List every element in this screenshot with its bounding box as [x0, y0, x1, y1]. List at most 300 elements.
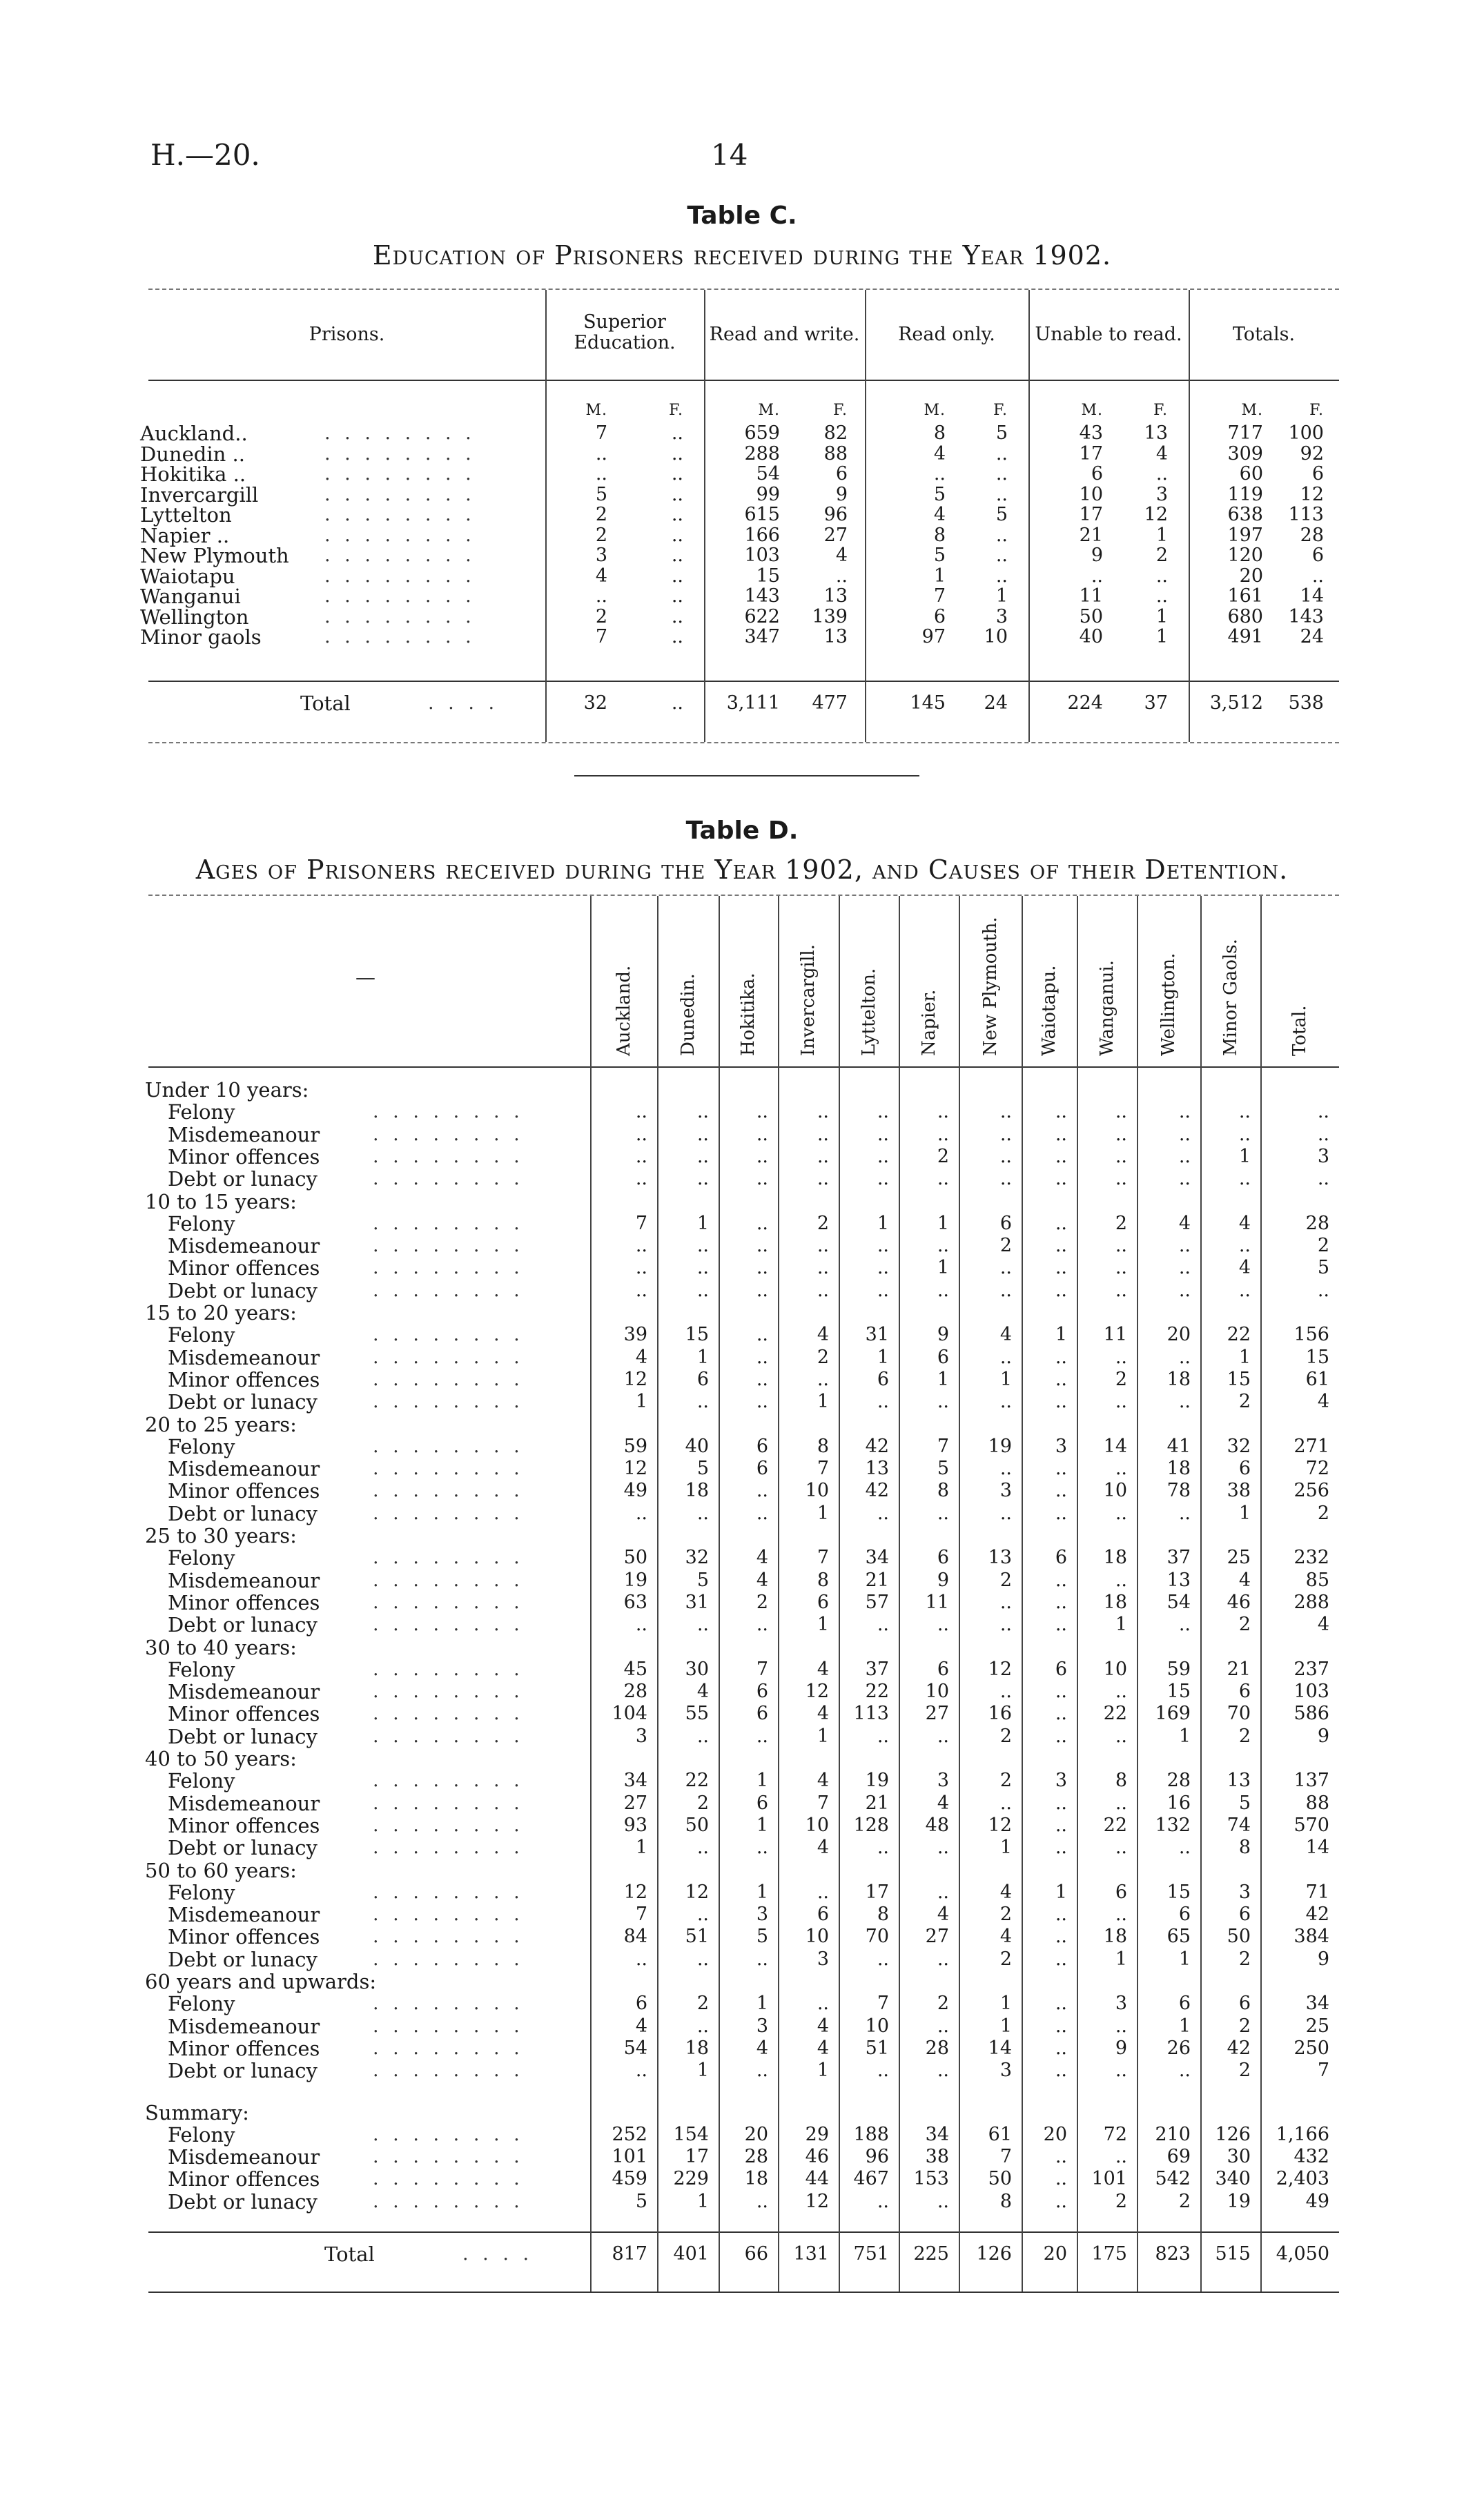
table-d-cell: 16: [988, 1703, 1012, 1725]
leader-dots: . . . . . . . .: [373, 1614, 524, 1636]
table-d-cell: ..: [877, 1145, 889, 1167]
cause-label: Felony: [168, 2122, 235, 2147]
table-d-cell: ..: [999, 1591, 1012, 1613]
table-d-cell: 3: [999, 2060, 1012, 2082]
table-d-cell: 2: [1115, 2190, 1127, 2212]
table-d-cell: 48: [925, 1814, 949, 1836]
table-d-cell: ..: [877, 1391, 889, 1413]
table-c-cell: 491: [1227, 626, 1263, 647]
table-d-cell: ..: [1055, 1725, 1067, 1747]
leader-dots: . . . . . . . .: [373, 1435, 524, 1457]
table-d-cell: 70: [865, 1926, 889, 1948]
table-d-cell: ..: [756, 1279, 768, 1301]
table-d-cell: ..: [1317, 1101, 1329, 1123]
table-c-cell: ..: [835, 565, 848, 587]
table-d-cell: ..: [1055, 1168, 1067, 1190]
table-d-cell: 2: [1238, 1391, 1251, 1413]
leader-dots: . . . . . . . .: [373, 1703, 524, 1725]
cause-label: Debt or lunacy: [168, 2189, 318, 2214]
table-d-cell: ..: [696, 1101, 709, 1123]
table-c-cell: 166: [744, 524, 780, 546]
table-d-cell: ..: [756, 1725, 768, 1747]
cause-label: Misdemeanour: [168, 1122, 320, 1146]
table-c-cell: 9: [835, 483, 848, 505]
leader-dots: . . . . . . . .: [324, 463, 476, 485]
table-d-cell: 132: [1155, 1814, 1191, 1836]
table-d-cell: ..: [937, 2190, 949, 2212]
leader-dots: . . . . . . . .: [373, 1346, 524, 1368]
table-d-cell: 4: [999, 1881, 1012, 1903]
table-d-cell: ..: [696, 2015, 709, 2037]
table-c-total-cell: 224: [1067, 692, 1103, 714]
table-d-cell: 12: [623, 1881, 647, 1903]
table-d-cell: ..: [1178, 1837, 1191, 1859]
table-c-cell: ..: [1155, 463, 1168, 485]
table-d-cell: 104: [612, 1703, 647, 1725]
leader-dots: . . . . . . . .: [373, 1480, 524, 1502]
table-d-cell: 84: [623, 1926, 647, 1948]
table-d-cell: ..: [999, 1346, 1012, 1368]
table-d-cell: ..: [1055, 2190, 1067, 2212]
cause-label: Debt or lunacy: [168, 1501, 318, 1525]
table-d-cell: ..: [1178, 2060, 1191, 2082]
table-d-cell: 1: [1115, 1614, 1127, 1636]
table-d-cell: 1: [696, 2060, 709, 2082]
table-d-cell: ..: [1115, 2060, 1127, 2082]
table-d-cell: 28: [925, 2037, 949, 2059]
table-d-cell: 2: [817, 1346, 829, 1368]
table-d-cell: ..: [937, 1168, 949, 1190]
table-d-cell: 44: [805, 2168, 829, 2190]
table-d-total-cell: 515: [1215, 2243, 1251, 2265]
table-d-cell: 39: [623, 1324, 647, 1346]
table-d-cell: ..: [756, 1235, 768, 1257]
table-d-cell: 13: [865, 1458, 889, 1480]
table-d-cell: 6: [756, 1458, 768, 1480]
table-d-cell: 17: [865, 1881, 889, 1903]
table-d-cell: 8: [999, 2190, 1012, 2212]
table-d-cell: 25: [1305, 2015, 1329, 2037]
table-d-cell: 6: [1238, 1904, 1251, 1926]
table-d-cell: 96: [865, 2146, 889, 2168]
leader-dots: . . . . . . . .: [373, 1904, 524, 1926]
table-d-cell: 2: [937, 1993, 949, 2015]
table-d-cell: 28: [744, 2146, 768, 2168]
table-d-cell: 5: [756, 1926, 768, 1948]
table-d-total-cell: 66: [744, 2243, 768, 2265]
table-d-cell: 3: [1238, 1881, 1251, 1903]
table-c-cell: 5: [595, 483, 607, 505]
summary-heading: Summary:: [145, 2100, 249, 2124]
table-d-cell: 12: [805, 1681, 829, 1703]
read-write-header: Read and write.: [709, 324, 860, 345]
leader-dots: . . . .: [428, 692, 499, 714]
table-c-cell: 12: [1144, 504, 1168, 525]
leader-dots: . . . . . . . .: [373, 2015, 524, 2037]
table-d-cell: 71: [1305, 1881, 1329, 1903]
table-d-cell: 15: [1227, 1368, 1251, 1390]
table-d-cell: 5: [635, 2190, 647, 2212]
leader-dots: . . . . . . . .: [373, 1458, 524, 1480]
table-d-cell: 7: [635, 1904, 647, 1926]
prison-name: Waiotapu: [140, 564, 235, 588]
cause-label: Felony: [168, 1323, 235, 1347]
table-d-cell: 46: [805, 2146, 829, 2168]
table-d-cell: 2: [1238, 2015, 1251, 2037]
table-d-cell: ..: [877, 1948, 889, 1970]
leader-dots: . . . . . . . .: [324, 524, 476, 546]
table-d-cell: 137: [1293, 1770, 1329, 1792]
unable-to-read-header: Unable to read.: [1035, 324, 1182, 345]
table-c-cell: ..: [1311, 565, 1324, 587]
leader-dots: . . . . . . . .: [373, 1881, 524, 1903]
table-c-top-rule: [148, 289, 1339, 290]
table-d-cell: 28: [1305, 1212, 1329, 1234]
table-d-cell: 8: [817, 1569, 829, 1591]
leader-dots: . . . . . . . .: [373, 2123, 524, 2145]
table-d-cell: ..: [1317, 1123, 1329, 1145]
table-d-total-cell: 4,050: [1276, 2243, 1329, 2265]
table-c-cell: 6: [1091, 463, 1103, 485]
table-d-cell: 2: [1178, 2190, 1191, 2212]
table-d-cell: 55: [685, 1703, 709, 1725]
leader-dots: . . . . . . . .: [373, 1212, 524, 1234]
table-d-cell: ..: [1238, 1235, 1251, 1257]
table-d-cell: 65: [1166, 1926, 1191, 1948]
table-d-cell: 72: [1305, 1458, 1329, 1480]
table-c-cell: ..: [595, 442, 607, 465]
table-d-cell: 22: [1227, 1324, 1251, 1346]
prison-name: Lyttelton: [140, 503, 232, 527]
table-c-cell: 99: [756, 483, 780, 505]
table-d-cell: 6: [635, 1993, 647, 2015]
table-c-cell: ..: [995, 545, 1008, 566]
age-group-heading: Under 10 years:: [145, 1078, 309, 1102]
table-c-cell: 43: [1079, 422, 1103, 444]
table-d-cell: ..: [696, 1904, 709, 1926]
cause-label: Misdemeanour: [168, 2014, 320, 2038]
table-d-cell: 4: [817, 1837, 829, 1859]
table-d-cell: 74: [1227, 1814, 1251, 1836]
table-c-cell: 5: [933, 483, 946, 505]
table-d-cell: 1: [1238, 1145, 1251, 1167]
table-d-cell: ..: [937, 1502, 949, 1524]
table-d-cell: ..: [999, 1257, 1012, 1279]
leader-dots: . . . . . . . .: [373, 1101, 524, 1123]
leader-dots: . . . . . . . .: [324, 605, 476, 627]
table-d-cell: 7: [817, 1547, 829, 1569]
table-d-cell: 384: [1293, 1926, 1329, 1948]
cause-label: Felony: [168, 1546, 235, 1570]
prison-name: Minor gaols: [140, 625, 262, 649]
table-d-cell: 11: [1103, 1324, 1127, 1346]
table-d-cell: 2: [999, 1904, 1012, 1926]
table-d-cell: ..: [1115, 1569, 1127, 1591]
table-d-cell: 10: [805, 1926, 829, 1948]
table-d-cell: 3: [756, 2015, 768, 2037]
table-d-cell: 7: [1317, 2060, 1329, 2082]
table-d-cell: ..: [756, 1123, 768, 1145]
table-d-cell: 8: [937, 1480, 949, 1502]
table-d-cell: 50: [623, 1547, 647, 1569]
table-d-cell: 237: [1293, 1658, 1329, 1680]
table-c-cell: 638: [1227, 504, 1263, 525]
mf-label: M.: [924, 402, 946, 419]
table-c-cell: ..: [595, 585, 607, 607]
table-c-cell: ..: [995, 483, 1008, 505]
table-c-cell: 2: [595, 524, 607, 546]
table-c-cell: 139: [812, 605, 848, 627]
table-d-cell: ..: [756, 1502, 768, 1524]
column-heading: New Plymouth.: [979, 917, 1001, 1056]
table-d-cell: 45: [623, 1658, 647, 1680]
table-d-cell: 27: [925, 1703, 949, 1725]
table-d-cell: 12: [988, 1658, 1012, 1680]
table-c-cell: 6: [1311, 463, 1324, 485]
table-d-cell: 10: [865, 2015, 889, 2037]
column-heading: Lyttelton.: [858, 968, 879, 1056]
table-d-cell: ..: [1115, 1391, 1127, 1413]
table-c-cell: 680: [1227, 605, 1263, 627]
table-d-cell: ..: [1115, 1101, 1127, 1123]
table-d-cell: 271: [1293, 1435, 1329, 1457]
age-group-heading: 30 to 40 years:: [145, 1635, 297, 1659]
table-d-cell: 4: [999, 1324, 1012, 1346]
table-d-cell: ..: [756, 1168, 768, 1190]
table-d-cell: 18: [1103, 1591, 1127, 1613]
table-c-cell: ..: [671, 483, 683, 505]
total-label: Total: [324, 2243, 375, 2266]
table-d-cell: ..: [756, 1368, 768, 1390]
table-c-cell: 4: [595, 565, 607, 587]
table-d-cell: ..: [1115, 1145, 1127, 1167]
table-d-cell: ..: [1055, 2060, 1067, 2082]
leader-dots: . . . . . . . .: [324, 585, 476, 607]
table-d-cell: 2: [1115, 1212, 1127, 1234]
cause-label: Debt or lunacy: [168, 1278, 318, 1302]
table-d-cell: 1: [877, 1212, 889, 1234]
table-d-cell: ..: [635, 1279, 647, 1301]
table-d-cell: 126: [1215, 2123, 1251, 2145]
table-d-cell: 19: [623, 1569, 647, 1591]
table-d-cell: ..: [1055, 1458, 1067, 1480]
leader-dots: . . . . . . . .: [373, 1814, 524, 1836]
table-d-cell: 6: [877, 1368, 889, 1390]
table-c-cell: 119: [1227, 483, 1263, 505]
table-d-cell: 20: [744, 2123, 768, 2145]
table-d-cell: ..: [696, 1948, 709, 1970]
table-c-cell: 8: [933, 524, 946, 546]
table-d-cell: 18: [1166, 1458, 1191, 1480]
table-d-cell: ..: [696, 1257, 709, 1279]
table-d-cell: ..: [817, 1235, 829, 1257]
table-d-cell: 34: [925, 2123, 949, 2145]
table-d-cell: 34: [1305, 1993, 1329, 2015]
table-d-cell: 2: [1238, 1948, 1251, 1970]
table-d-cell: 2: [999, 1948, 1012, 1970]
prison-name: Napier ..: [140, 523, 230, 547]
table-d-cell: 7: [635, 1212, 647, 1234]
table-d-cell: ..: [1055, 1391, 1067, 1413]
read-only-header: Read only.: [898, 324, 995, 345]
table-d-cell: 6: [1178, 1993, 1191, 2015]
table-d-cell: 42: [865, 1480, 889, 1502]
table-c-cell: 17: [1079, 504, 1103, 525]
table-d-cell: 16: [1166, 1792, 1191, 1814]
table-c-cell: ..: [995, 565, 1008, 587]
table-d-cell: 4: [635, 1346, 647, 1368]
table-d-cell: ..: [756, 1391, 768, 1413]
mf-label: M.: [1081, 402, 1103, 419]
mf-label: F.: [833, 402, 848, 419]
table-d-cell: ..: [1055, 2037, 1067, 2059]
table-d-cell: 6: [937, 1547, 949, 1569]
table-d-cell: 12: [685, 1881, 709, 1903]
table-d-cell: 169: [1155, 1703, 1191, 1725]
table-d-cell: ..: [877, 1502, 889, 1524]
table-c-cell: 5: [933, 545, 946, 566]
table-d-cell: ..: [756, 1346, 768, 1368]
table-d-cell: ..: [1055, 1703, 1067, 1725]
table-d-cell: 18: [744, 2168, 768, 2190]
table-d-cell: 18: [1166, 1368, 1191, 1390]
table-d-cell: 93: [623, 1814, 647, 1836]
leader-dots: . . . . . . . .: [373, 1547, 524, 1569]
table-d-cell: 4: [1178, 1212, 1191, 1234]
leader-dots: . . . . . . . .: [373, 1792, 524, 1814]
table-d-cell: ..: [635, 1614, 647, 1636]
table-d-cell: ..: [696, 1145, 709, 1167]
table-d-cell: ..: [635, 1101, 647, 1123]
table-d-cell: ..: [877, 2190, 889, 2212]
table-d-cell: 2: [937, 1145, 949, 1167]
table-c-cell: 96: [823, 504, 848, 525]
table-d-cell: 34: [865, 1547, 889, 1569]
table-d-cell: 13: [988, 1547, 1012, 1569]
table-c-cell: 27: [823, 524, 848, 546]
table-c-title: Table C.: [687, 202, 797, 230]
table-d-cell: ..: [635, 1948, 647, 1970]
table-d-cell: 50: [685, 1814, 709, 1836]
table-d-cell: 41: [1166, 1435, 1191, 1457]
table-d-cell: 72: [1103, 2123, 1127, 2145]
table-d-cell: 88: [1305, 1792, 1329, 1814]
table-d-cell: ..: [877, 1725, 889, 1747]
cause-label: Misdemeanour: [168, 1234, 320, 1258]
prisons-header: Prisons.: [309, 324, 385, 345]
table-c-total-cell: 3,512: [1209, 692, 1263, 714]
table-d-cell: ..: [877, 2060, 889, 2082]
prison-name: Dunedin ..: [140, 442, 245, 466]
table-d-cell: 6: [817, 1591, 829, 1613]
table-d-cell: 40: [685, 1435, 709, 1457]
table-d-cell: ..: [1055, 1480, 1067, 1502]
table-d-cell: 32: [685, 1547, 709, 1569]
table-d-cell: 1: [696, 1346, 709, 1368]
table-d-cell: ..: [756, 1324, 768, 1346]
table-d-cell: ..: [1115, 1123, 1127, 1145]
age-group-heading: 50 to 60 years:: [145, 1858, 297, 1882]
table-d-cell: 252: [612, 2123, 647, 2145]
table-d-cell: ..: [1055, 1145, 1067, 1167]
table-d-cell: 2: [999, 1725, 1012, 1747]
table-d-cell: 31: [865, 1324, 889, 1346]
table-d-cell: ..: [696, 1279, 709, 1301]
leader-dots: . . . . . . . .: [373, 2190, 524, 2212]
table-d-column-divider: [1260, 896, 1262, 2292]
table-d-cell: 18: [685, 2037, 709, 2059]
table-c-cell: ..: [671, 585, 683, 607]
table-d-cell: ..: [937, 1391, 949, 1413]
table-d-cell: 1: [1115, 1948, 1127, 1970]
table-d-cell: ..: [756, 1257, 768, 1279]
stub-dash: —: [355, 966, 375, 989]
age-group-heading: 25 to 30 years:: [145, 1524, 297, 1547]
table-c-cell: 4: [933, 442, 946, 465]
table-c-cell: 17: [1079, 442, 1103, 465]
cause-label: Misdemeanour: [168, 1791, 320, 1815]
column-heading: Waiotapu.: [1039, 965, 1060, 1056]
cause-label: Minor offences: [168, 1256, 320, 1280]
table-d-cell: ..: [1055, 1614, 1067, 1636]
table-d-cell: ..: [937, 2060, 949, 2082]
table-c-cell: ..: [671, 605, 683, 627]
table-d-cell: ..: [1055, 1279, 1067, 1301]
table-d-cell: 2: [817, 1212, 829, 1234]
table-d-cell: ..: [1317, 1168, 1329, 1190]
table-d-total-cell: 823: [1155, 2243, 1191, 2265]
table-d-cell: 27: [925, 1926, 949, 1948]
table-d-cell: ..: [937, 1235, 949, 1257]
table-d-cell: ..: [1055, 2168, 1067, 2190]
table-c-cell: 7: [933, 585, 946, 607]
leader-dots: . . . . . . . .: [373, 1145, 524, 1167]
table-d-cell: 26: [1166, 2037, 1191, 2059]
table-d-cell: 6: [756, 1703, 768, 1725]
table-d-cell: ..: [696, 1123, 709, 1145]
table-c-cell: 92: [1300, 442, 1324, 465]
table-d-cell: 50: [988, 2168, 1012, 2190]
table-d-cell: 4: [817, 1703, 829, 1725]
table-d-cell: ..: [817, 1145, 829, 1167]
table-d-cell: 232: [1293, 1547, 1329, 1569]
table-d-cell: 18: [685, 1480, 709, 1502]
leader-dots: . . . . . . . .: [373, 2037, 524, 2059]
table-d-cell: 3: [1055, 1435, 1067, 1457]
table-d-cell: 1: [1055, 1881, 1067, 1903]
table-d-cell: 210: [1155, 2123, 1191, 2145]
table-c-cell: 2: [595, 504, 607, 525]
table-d-cell: 4: [817, 1770, 829, 1792]
table-c-cell: 13: [1144, 422, 1168, 444]
table-d-cell: 19: [865, 1770, 889, 1792]
table-d-cell: 1: [1238, 1502, 1251, 1524]
table-d-cell: 50: [1227, 1926, 1251, 1948]
table-d-cell: ..: [1115, 1257, 1127, 1279]
column-heading: Total.: [1289, 1005, 1310, 1056]
table-d-cell: 19: [988, 1435, 1012, 1457]
table-c-cell: 10: [984, 626, 1008, 647]
table-d-cell: 1: [999, 1368, 1012, 1390]
table-d-cell: ..: [999, 1168, 1012, 1190]
table-d-cell: 4: [756, 2037, 768, 2059]
leader-dots: . . . . . . . .: [373, 1391, 524, 1413]
table-d-cell: 1: [817, 1391, 829, 1413]
table-d-cell: ..: [817, 1168, 829, 1190]
table-d-cell: 1: [817, 1614, 829, 1636]
page-series-code: H.—20.: [150, 138, 260, 172]
table-d-cell: 4: [756, 1547, 768, 1569]
